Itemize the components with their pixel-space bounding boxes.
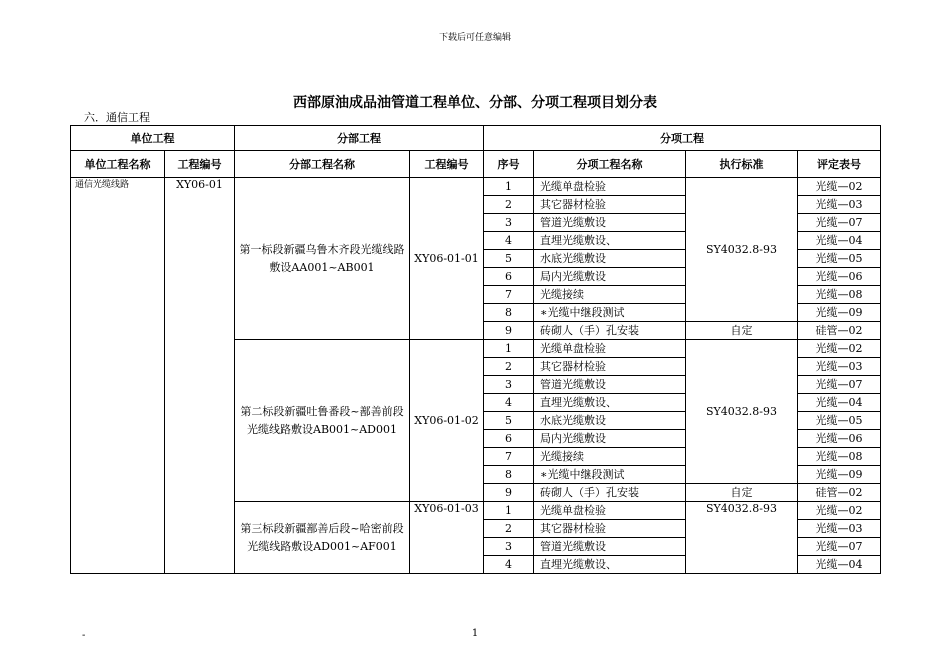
- division-name-cell: 第一标段新疆乌鲁木齐段光缆线路敷设AA001~AB001: [235, 178, 410, 340]
- item-name-cell: ∗光缆中继段测试: [534, 304, 686, 322]
- item-name-cell: 光缆单盘检验: [534, 340, 686, 358]
- form-number-cell: 光缆—08: [798, 448, 881, 466]
- item-name-cell: 直埋光缆敷设、: [534, 556, 686, 574]
- form-number-cell: 光缆—09: [798, 466, 881, 484]
- item-name-cell: 光缆单盘检验: [534, 178, 686, 196]
- standard-cell: SY4032.8-93: [686, 340, 798, 484]
- col-header-unit-code: 工程编号: [165, 151, 235, 178]
- group-header-division: 分部工程: [235, 126, 484, 151]
- col-header-unit-name: 单位工程名称: [71, 151, 165, 178]
- item-name-cell: 局内光缆敷设: [534, 268, 686, 286]
- item-seq-cell: 2: [484, 358, 534, 376]
- division-code-cell: XY06-01-02: [410, 340, 484, 502]
- standard-cell: SY4032.8-93: [686, 178, 798, 322]
- item-name-cell: 水底光缆敷设: [534, 250, 686, 268]
- col-header-standard: 执行标准: [686, 151, 798, 178]
- group-header-item: 分项工程: [484, 126, 881, 151]
- col-header-form: 评定表号: [798, 151, 881, 178]
- item-seq-cell: 9: [484, 484, 534, 502]
- item-seq-cell: 2: [484, 520, 534, 538]
- form-number-cell: 光缆—05: [798, 250, 881, 268]
- standard-cell-custom: 自定: [686, 484, 798, 502]
- standard-cell: SY4032.8-93: [686, 502, 798, 574]
- form-number-cell: 光缆—04: [798, 232, 881, 250]
- form-number-cell: 光缆—02: [798, 178, 881, 196]
- form-number-cell: 光缆—05: [798, 412, 881, 430]
- form-number-cell: 光缆—03: [798, 520, 881, 538]
- item-name-cell: ∗光缆中继段测试: [534, 466, 686, 484]
- item-seq-cell: 4: [484, 394, 534, 412]
- form-number-cell: 光缆—04: [798, 556, 881, 574]
- item-seq-cell: 1: [484, 502, 534, 520]
- division-code-cell: XY06-01-03: [410, 502, 484, 574]
- standard-cell-custom: 自定: [686, 322, 798, 340]
- form-number-cell: 光缆—08: [798, 286, 881, 304]
- item-name-cell: 管道光缆敷设: [534, 538, 686, 556]
- form-number-cell: 光缆—09: [798, 304, 881, 322]
- item-seq-cell: 8: [484, 304, 534, 322]
- item-seq-cell: 8: [484, 466, 534, 484]
- item-seq-cell: 4: [484, 556, 534, 574]
- item-seq-cell: 6: [484, 430, 534, 448]
- form-number-cell: 光缆—07: [798, 538, 881, 556]
- division-table: [70, 125, 881, 574]
- item-name-cell: 砖砌人（手）孔安装: [534, 322, 686, 340]
- item-seq-cell: 9: [484, 322, 534, 340]
- item-seq-cell: 3: [484, 214, 534, 232]
- item-seq-cell: 1: [484, 340, 534, 358]
- form-number-cell: 硅管—02: [798, 322, 881, 340]
- group-header-unit: 单位工程: [71, 126, 235, 151]
- form-number-cell: 光缆—06: [798, 430, 881, 448]
- item-seq-cell: 5: [484, 250, 534, 268]
- item-name-cell: 其它器材检验: [534, 358, 686, 376]
- item-seq-cell: 3: [484, 376, 534, 394]
- item-seq-cell: 7: [484, 286, 534, 304]
- form-number-cell: 光缆—02: [798, 340, 881, 358]
- form-number-cell: 光缆—02: [798, 502, 881, 520]
- form-number-cell: 光缆—03: [798, 358, 881, 376]
- form-number-cell: 光缆—03: [798, 196, 881, 214]
- form-number-cell: 光缆—04: [798, 394, 881, 412]
- form-number-cell: 硅管—02: [798, 484, 881, 502]
- item-seq-cell: 4: [484, 232, 534, 250]
- item-name-cell: 管道光缆敷设: [534, 214, 686, 232]
- item-seq-cell: 6: [484, 268, 534, 286]
- item-name-cell: 管道光缆敷设: [534, 376, 686, 394]
- item-name-cell: 光缆接续: [534, 448, 686, 466]
- header-note: 下载后可任意编辑: [438, 33, 511, 43]
- page-title: 西部原油成品油管道工程单位、分部、分项工程项目划分表: [293, 95, 657, 111]
- form-number-cell: 光缆—06: [798, 268, 881, 286]
- item-name-cell: 直埋光缆敷设、: [534, 394, 686, 412]
- section-heading: 六．通信工程: [84, 111, 150, 124]
- col-header-div-name: 分部工程名称: [235, 151, 410, 178]
- unit-name-cell: 通信光缆线路: [71, 178, 165, 574]
- form-number-cell: 光缆—07: [798, 214, 881, 232]
- page-number: 1: [471, 628, 479, 639]
- item-name-cell: 直埋光缆敷设、: [534, 232, 686, 250]
- item-name-cell: 光缆单盘检验: [534, 502, 686, 520]
- division-name-cell: 第三标段新疆鄯善后段~哈密前段光缆线路敷设AD001~AF001: [235, 502, 410, 574]
- item-name-cell: 水底光缆敷设: [534, 412, 686, 430]
- division-name-cell: 第二标段新疆吐鲁番段~鄯善前段光缆线路敷设AB001~AD001: [235, 340, 410, 502]
- item-seq-cell: 1: [484, 178, 534, 196]
- item-name-cell: 其它器材检验: [534, 196, 686, 214]
- item-seq-cell: 2: [484, 196, 534, 214]
- col-header-div-code: 工程编号: [410, 151, 484, 178]
- division-code-cell: XY06-01-01: [410, 178, 484, 340]
- item-name-cell: 其它器材检验: [534, 520, 686, 538]
- item-name-cell: 砖砌人（手）孔安装: [534, 484, 686, 502]
- col-header-item-name: 分项工程名称: [534, 151, 686, 178]
- item-name-cell: 局内光缆敷设: [534, 430, 686, 448]
- form-number-cell: 光缆—07: [798, 376, 881, 394]
- item-seq-cell: 7: [484, 448, 534, 466]
- col-header-seq: 序号: [484, 151, 534, 178]
- unit-code-cell: XY06-01: [165, 178, 235, 574]
- item-seq-cell: 5: [484, 412, 534, 430]
- footer-mark: -: [82, 630, 86, 641]
- table-row: [71, 178, 881, 196]
- item-seq-cell: 3: [484, 538, 534, 556]
- item-name-cell: 光缆接续: [534, 286, 686, 304]
